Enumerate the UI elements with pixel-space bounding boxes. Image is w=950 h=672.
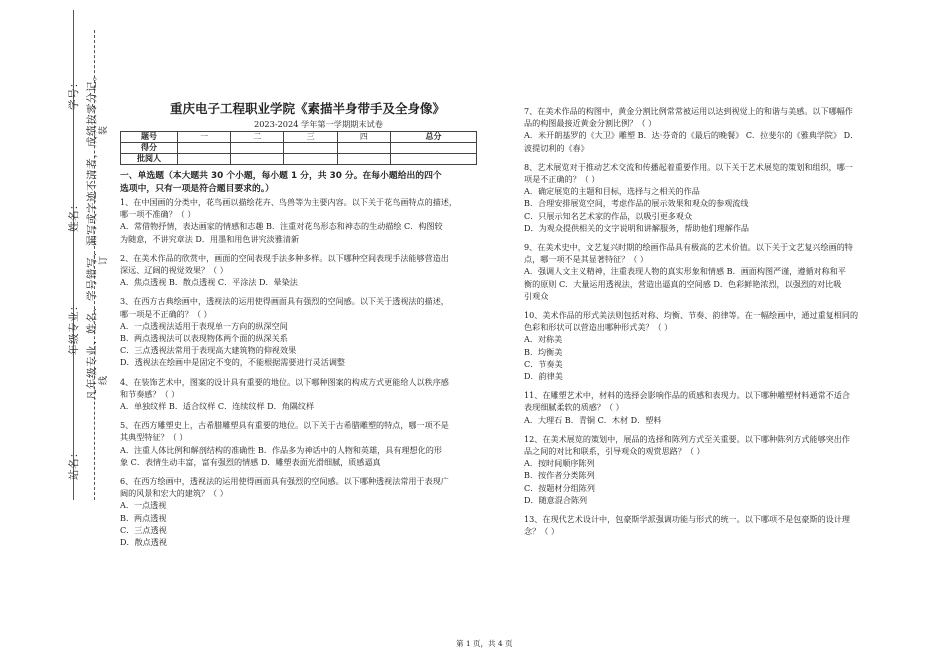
exam-title: 重庆电子工程职业学院《素描半身带手及全身像》: [170, 101, 446, 116]
name-label: 姓名：: [68, 199, 80, 232]
score-cell[interactable]: [178, 154, 231, 165]
site-label: 站名：: [68, 447, 80, 480]
answer-option: 引观众: [524, 290, 549, 301]
question: [120, 252, 480, 289]
question-stem-line: 7、在美术作品的构图中，黄金分割比例常常被运用以达到视觉上的和谐与美感。以下哪幅作: [524, 106, 853, 116]
answer-option: C．三点透视法常用于表现高大建筑物的仰视效果: [120, 345, 297, 356]
question: [120, 419, 480, 468]
binding-margin: [0, 0, 110, 672]
score-header-cell: 总分: [390, 132, 476, 143]
question: [524, 241, 884, 302]
question: [524, 433, 884, 506]
answer-option: A．米开朗基罗的《大卫》雕塑 B．达·芬奇的《最后的晚餐》 C．拉斐尔的《雅典学院》 D．: [524, 130, 859, 141]
question-stem-line: 念？（ ）: [524, 526, 559, 537]
score-header-cell: 题号: [121, 132, 178, 143]
question: [120, 475, 480, 548]
answer-option: A．大理石 B．青铜 C．木材 D．塑料: [524, 414, 662, 425]
answer-option: B．合理安排展览空间，考虑作品的展示效果和观众的参观流线: [524, 198, 749, 209]
answer-option: D．随意混合陈列: [524, 494, 588, 505]
question-stem-line: 色彩和形状可以营造出哪种形式美？（ ）: [524, 322, 673, 333]
question: [524, 161, 884, 234]
question-stem-line: 9、在美术史中，文艺复兴时期的绘画作品具有极高的艺术价值。以下关于文艺复兴绘画的特: [524, 242, 853, 253]
answer-option: C．按题材分组陈列: [524, 482, 595, 493]
right-column: [524, 105, 884, 545]
question-stem-line: 13、在现代艺术设计中，包豪斯学派强调功能与形式的统一。以下哪项不是包豪斯的设计理: [524, 514, 850, 525]
question-stem-line: 项是不正确的？（ ）: [524, 174, 600, 185]
score-header-cell: 四: [337, 132, 390, 143]
answer-option: C．节奏美: [524, 358, 563, 369]
question-stem-line: 2、在美术作品的欣赏中，画面的空间表现手法多种多样。以下哪种空间表现手法能够营造出: [120, 252, 449, 263]
answer-option: B．两点透视法可以表现物体两个面的纵深关系: [120, 333, 288, 344]
answer-option: D．韵律美: [524, 371, 563, 382]
score-table-row: [121, 154, 477, 165]
answer-option: A．常借物抒情，表达画家的情感和志趣 B．注重对花鸟形态和神态的生动描绘 C．构图较: [120, 221, 443, 232]
question-stem-line: 5、在西方雕塑史上，古希腊雕塑具有重要的地位。以下关于古希腊雕塑的特点，哪一项不是: [120, 420, 449, 431]
answer-option: D．散点透视: [120, 537, 167, 548]
score-header-cell: 二: [231, 132, 284, 143]
question: [524, 105, 884, 154]
score-cell[interactable]: [284, 143, 337, 154]
answer-option: A．确定展览的主题和目标，选择与之相关的作品: [524, 186, 700, 197]
question: [524, 389, 884, 426]
seal-char-ding: 订: [99, 255, 109, 265]
answer-option: D．为观众提供相关的文字说明和讲解服务，帮助他们理解作品: [524, 222, 750, 233]
question: [524, 513, 884, 537]
score-row-label: 得分: [121, 143, 178, 154]
question-stem-line: 品的构图最接近黄金分割比例？（ ）: [524, 118, 657, 129]
score-cell[interactable]: [231, 154, 284, 165]
answer-option: A．对称美: [524, 334, 563, 345]
question-stem-line: 8、艺术展览对于推动艺术交流和传播起着重要作用。以下关于艺术展览的策划和组织，哪一: [524, 161, 853, 172]
left-question-list: [120, 196, 480, 548]
question-stem-line: 哪一项是不正确的？（ ）: [120, 308, 212, 319]
score-cell[interactable]: [390, 143, 476, 154]
question-stem-line: 表现细腻柔软的质感？（ ）: [524, 402, 624, 413]
answer-option: A．单独纹样 B．适合纹样 C．连续纹样 D．角隅纹样: [120, 401, 315, 412]
question: [524, 309, 884, 382]
section-heading-line: 一、单选题（本大题共 30 个小题，每小题 1 分，共 30 分。在每小题给出的四个: [120, 171, 442, 181]
score-table-header-row: [121, 132, 477, 143]
question-stem-line: 3、在西方古典绘画中，透视法的运用使得画面具有强烈的空间感。以下关于透视法的描述，: [120, 296, 449, 307]
score-cell[interactable]: [284, 154, 337, 165]
question-stem-line: 10、美术作品的形式美法则包括对称、均衡、节奏、韵律等。在一幅绘画中，通过重复相同的: [524, 310, 859, 321]
right-question-list: [524, 105, 884, 538]
question-stem-line: 阔的风景和宏大的建筑？（ ）: [120, 488, 228, 499]
student-id-label: 学号：: [68, 77, 80, 110]
score-cell[interactable]: [231, 143, 284, 154]
answer-option: A．注重人体比例和解剖结构的准确性 B．作品多为神话中的人物和英雄，具有理想化的形: [120, 444, 442, 455]
question: [120, 376, 480, 413]
answer-option: A．一点透视: [120, 500, 167, 511]
score-cell[interactable]: [337, 154, 390, 165]
question-stem-line: 哪一项不准确？（ ）: [120, 209, 196, 220]
section-heading: [120, 170, 480, 196]
seal-char-zhuang: 装: [99, 125, 109, 135]
score-cell[interactable]: [178, 143, 231, 154]
question-stem-line: 12、在美术展览的策划中，展品的选择和陈列方式至关重要。以下哪种陈列方式能够突出作: [524, 433, 850, 444]
score-header-cell: 一: [178, 132, 231, 143]
question-stem-line: 品之间的对比和联系，引导观众的观赏思路？（ ）: [524, 446, 705, 457]
question-stem-line: 点，哪一项不是其显著特征？（ ）: [524, 254, 648, 265]
question-stem-line: 其典型特征？（ ）: [120, 432, 188, 443]
score-cell[interactable]: [390, 154, 476, 165]
question: [120, 295, 480, 368]
answer-option: C．只展示知名艺术家的作品，以吸引更多观众: [524, 210, 693, 221]
score-cell[interactable]: [337, 143, 390, 154]
left-column: [120, 170, 480, 555]
question-stem-line: 深远、辽阔的视觉效果？（ ）: [120, 265, 228, 276]
answer-option: A．焦点透视 B．散点透视 C．平涂法 D．晕染法: [120, 277, 298, 288]
answer-option: D．透视法在绘画中是固定不变的，不能根据需要进行灵活调整: [120, 357, 346, 368]
score-row-label: 批阅人: [121, 154, 178, 165]
seal-char-xian: 线: [99, 375, 109, 385]
score-header-cell: 三: [284, 132, 337, 143]
answer-option: 波提切利的《春》: [524, 142, 589, 153]
page-footer: 第 1 页，共 4 页: [456, 639, 513, 648]
question-stem-line: 1、在中国画的分类中，花鸟画以描绘花卉、鸟兽等为主要内容。以下关于花鸟画特点的描述，: [120, 197, 457, 207]
answer-option: B．均衡美: [524, 346, 563, 357]
question-stem-line: 4、在装饰艺术中，图案的设计具有重要的地位。以下哪种图案的构成方式更能给人以秩序感: [120, 376, 449, 387]
score-table: [120, 131, 477, 165]
answer-option: A．按时间顺序陈列: [524, 458, 595, 469]
answer-option: A．一点透视法适用于表现单一方向的纵深空间: [120, 320, 288, 331]
binding-notice: 凡年级专业、姓名、学号错写、漏写或字迹不清者，成绩按零分记。: [86, 70, 98, 400]
question-stem-line: 11、在雕塑艺术中，材料的选择会影响作品的质感和表现力。以下哪种雕塑材料通常不适合: [524, 390, 850, 401]
answer-option: B．按作者分类陈列: [524, 470, 595, 481]
grade-major-label: 年级专业：: [68, 300, 80, 355]
answer-option: 象 C．表情生动丰富，富有强烈的情感 D．雕塑表面光滑细腻，质感逼真: [120, 456, 381, 467]
answer-option: A．强调人文主义精神，注重表现人物的真实形象和情感 B．画面构图严谨，遵循对称和平: [524, 266, 846, 277]
answer-option: B．两点透视: [120, 512, 167, 523]
question-stem-line: 和节奏感？（ ）: [120, 388, 180, 399]
answer-option: 衡的原则 C．大量运用透视法，营造出逼真的空间感 D．色彩鲜艳浓烈，以强烈的对比吸: [524, 278, 842, 289]
exam-subtitle: 2023-2024 学年第一学期期末试卷: [254, 119, 383, 129]
section-heading-line: 选项中，只有一项是符合题目要求的。）: [120, 184, 274, 194]
question: [120, 196, 480, 245]
score-table-row: [121, 143, 477, 154]
answer-option: C．三点透视: [120, 524, 167, 535]
answer-option: 为随意，不讲究章法 D．用墨和用色讲究淡雅清新: [120, 233, 300, 244]
question-stem-line: 6、在西方绘画中，透视法的运用使得画面具有强烈的空间感。以下哪种透视法常用于表现广: [120, 476, 449, 487]
